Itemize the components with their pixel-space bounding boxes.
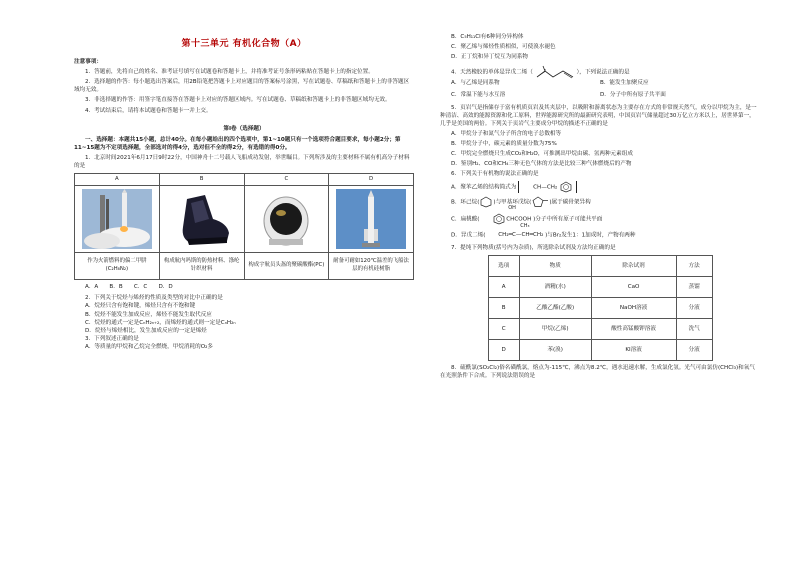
question-8-stem: 8．硫酰氯(SO₂Cl₂)俗名磺酰氯，熔点为-115℃，沸点为8.2℃，遇水迅速水解，生成氯化氢。光气可由氯仿(CHCl₃)和氧气在光照条件下合成。下列说法错误的是 [440, 365, 755, 380]
table-cell: KI溶液 [591, 340, 676, 361]
methylcyclopentane-icon [531, 196, 549, 208]
option-label: C [244, 174, 329, 186]
choice-intro: 一、选择题：本题共15小题，总计40分。在每小题给出的四个选项中，第1~10题只有一个选项符合题目要求，每小题2分；第11~15题为不定项选择题，全部选对的得4分，选对但不全的得2分，有选错的得0分。 [74, 136, 401, 151]
question-4-option: A．与乙烯是同系物 [451, 80, 500, 87]
table-row [488, 298, 712, 319]
option-text: B．环己烷( [451, 199, 480, 206]
table-cell: CaO [591, 277, 676, 298]
table-cell: 分液 [676, 298, 712, 319]
notice-heading: 注意事项： [74, 59, 102, 65]
table-header: 选项 [488, 256, 519, 277]
notice-item: 2．选择题的作答：每小题选出答案后，用2B铅笔把答题卡上对应题目的答案标号涂黑，写在试题卷、草稿纸和答题卡上的非答题区域均无效。 [74, 79, 410, 94]
structure-text: CH₂═C—CH═CH₂ [498, 232, 544, 239]
question-2-option: A．烷烃只含有饱和键，烯烃只含有不饱和键 [85, 303, 196, 310]
notice-item: 1．答题前，先将自己的姓名、准考证号填写在试题卷和答题卡上，并将准考证号条形码粘贴在答题卡上的指定位置。 [85, 69, 374, 76]
option-label: D [329, 174, 414, 186]
boot-image [159, 186, 244, 253]
spacecraft-image [329, 186, 414, 253]
table-cell: 甲烷(乙烯) [519, 319, 591, 340]
option-caption: 构成宇航员头盔的聚碳酸酯(PC) [244, 253, 329, 280]
benzene-ring-icon [492, 213, 506, 225]
question-4-option: B．能发生加聚反应 [600, 80, 649, 87]
question-5-option: C．甲烷完全燃烧只生成CO₂和H₂O，可推测出甲烷由碳、氢两种元素组成 [451, 151, 633, 158]
question-5-option: A．甲烷分子和氮气分子所含的电子总数相等 [451, 130, 562, 137]
table-cell: D [488, 340, 519, 361]
isoprene-structure-icon [535, 65, 575, 79]
left-column [74, 58, 414, 351]
question-1-answers: A．A B．B C．C D．D [85, 284, 173, 291]
question-3-option: B．C₅H₁₁Cl有6种同分异构体 [451, 34, 524, 40]
question-5-stem: 5．页岩气是指储存于富有机质页岩及其夹层中，以吸附和游离状态为主要存在方式的非常规天然气，成分以甲烷为主，是一种清洁、高效的能源资源和化工原料，世界能源研究所的最新研究表明，中国页岩气储量超过30万亿立方米以上，居世界第一，几乎是美国的两倍。下列关于页岩气主要成分甲烷的描述不正确的是 [440, 104, 757, 127]
section-heading: 第Ⅰ卷（选择题） [223, 125, 265, 132]
question-6-option-c [440, 205, 760, 225]
table-header: 方法 [676, 256, 712, 277]
question-6-option-b [440, 196, 760, 208]
question-3-option: D．正丁烷和异丁烷互为同系物 [451, 54, 529, 61]
page-title: 第十三单元 有机化合物（A） [181, 39, 307, 49]
question-4-stem-post: ），下列说法正确的是 [576, 69, 630, 76]
spacecraft-icon [336, 189, 406, 249]
question-1-table [74, 173, 414, 280]
helmet-icon [251, 189, 321, 249]
right-column [440, 33, 760, 380]
table-header: 物质 [519, 256, 591, 277]
option-text: D．异戊二烯( [451, 232, 486, 239]
option-text: A．聚苯乙烯的结构简式为 [451, 184, 517, 191]
table-cell: 蒸馏 [676, 277, 712, 298]
question-3-stem: 3．下列叙述正确的是 [85, 335, 139, 342]
option-text: C．扁桃酸( [451, 216, 480, 223]
option-text: )与Br₂发生1：1加成时，产物有两种 [545, 232, 636, 239]
structure-text: CHCOOH [506, 216, 532, 223]
table-cell: NaOH溶液 [591, 298, 676, 319]
question-2-option: B．烷烃不能发生加成反应，烯烃不能发生取代反应 [85, 311, 212, 318]
rocket-launch-icon [82, 189, 152, 249]
question-6-stem: 6．下列关于有机物的说法正确的是 [451, 171, 539, 178]
question-7-stem: 7．提纯下列物质(括号内为杂质)，所选除杂试剂及方法均正确的是 [451, 245, 616, 252]
table-cell: 苯(溴) [519, 340, 591, 361]
question-4-stem [440, 65, 760, 79]
question-7-table [488, 255, 713, 361]
table-cell: 洗气 [676, 319, 712, 340]
notice-item: 3．非选择题的作答：用签字笔直接答在答题卡上对应的答题区域内。写在试题卷、草稿纸和答题卡上的非答题区域均无效。 [85, 97, 391, 104]
option-caption: 作为火箭燃料的偏二甲肼(C₂H₈N₂) [75, 253, 160, 280]
table-cell: 分液 [676, 340, 712, 361]
question-3-option: A．等质量的甲烷和乙烷完全燃烧，甲烷消耗的O₂多 [85, 343, 213, 350]
boot-icon [167, 189, 237, 249]
table-cell: 乙酸乙酯(乙酸) [519, 298, 591, 319]
table-cell: 酒精(水) [519, 277, 591, 298]
table-row [488, 277, 712, 298]
question-2-option: C．烷烃的通式一定是CₙH₂ₙ₊₂，而烯烃的通式则一定是CₙH₂ₙ [85, 319, 236, 326]
question-4-options [440, 79, 760, 99]
table-row [488, 340, 712, 361]
cyclohexane-icon [479, 196, 493, 208]
question-6-option-a [440, 181, 760, 193]
table-row [488, 319, 712, 340]
table-cell: C [488, 319, 519, 340]
option-caption: 构成航内吗斯的防热材料、涤纶针织材料 [159, 253, 244, 280]
polystyrene-structure [518, 181, 577, 193]
option-label: A [75, 174, 160, 186]
question-4-option: D．分子中所有原子共平面 [600, 92, 666, 99]
option-text: )属于碳骨架异构 [549, 199, 591, 206]
benzene-ring-icon [559, 181, 573, 193]
table-cell: B [488, 298, 519, 319]
hydroxyl-label: OH [508, 205, 516, 212]
question-6-option-d [440, 223, 760, 240]
option-text: )分子中所有原子可能共平面 [533, 216, 603, 223]
notice-item: 4．考试结束后，请将本试题卷和答题卡一并上交。 [85, 107, 212, 114]
option-caption: 耐备可耐如120℃温差的飞船法层的有机硅树脂 [329, 253, 414, 280]
question-4-option: C．常温下能与水互溶 [451, 92, 506, 99]
helmet-image [244, 186, 329, 253]
question-1-stem: 1．北京时间2021年6月17日9时22分，中国神舟十二号载人飞船成功发射，举世瞩目。下列所涉及的主要材料不属有机高分子材料的是 [74, 154, 410, 170]
option-label: B [159, 174, 244, 186]
methyl-label: CH₃ [520, 223, 530, 230]
question-2-stem: 2．下列关于烷烃与烯烃的性质及类型的对比中正确的是 [85, 295, 223, 302]
question-4-stem-pre: 4．天然橡胶的单体是异戊二烯（ [451, 69, 533, 76]
question-5-option: D．鉴别H₂、CO和CH₄三种无色气体的方法是比较三种气体燃烧后的产物 [451, 161, 632, 168]
question-5-option: B．甲烷分子中，碳元素的质量分数为75% [451, 140, 557, 147]
question-3-option: C．聚乙烯与烯烃性质相似，可使溴水褪色 [451, 44, 556, 51]
table-cell: 酸性高锰酸钾溶液 [591, 319, 676, 340]
rocket-launch-image [75, 186, 160, 253]
structure-text: CH—CH₂ [533, 184, 558, 191]
isoprene-formula [487, 223, 544, 239]
option-text: )与甲基环戊烷( [493, 199, 532, 206]
table-header: 除杂试剂 [591, 256, 676, 277]
table-cell: A [488, 277, 519, 298]
question-2-option: D．烷烃与烯烃相比，发生加成反应的一定是烯烃 [85, 327, 207, 334]
